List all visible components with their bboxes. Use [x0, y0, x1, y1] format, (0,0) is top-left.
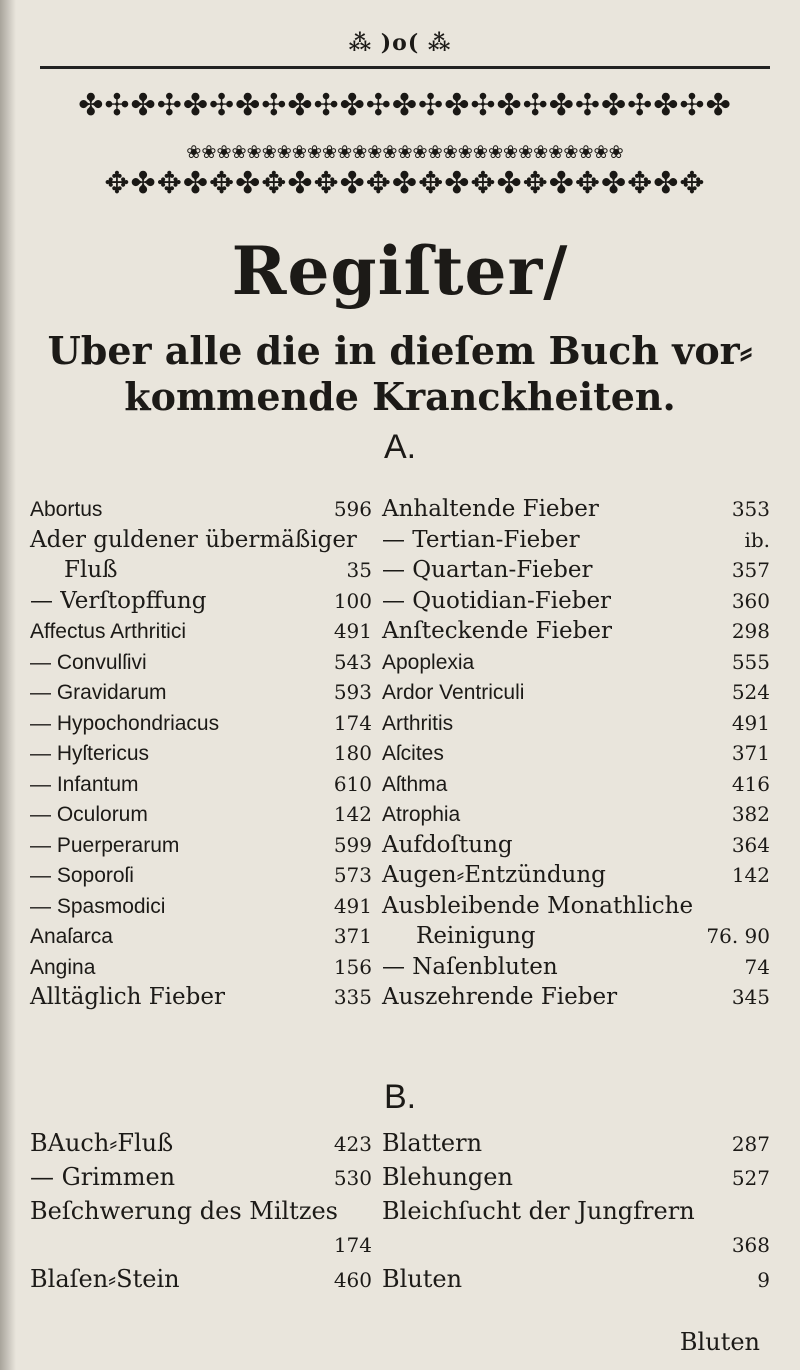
- catchword: Bluten: [679, 1328, 760, 1356]
- entry-page-number: 573: [333, 863, 372, 887]
- section-a-left-column: [30, 494, 372, 1013]
- index-entry: [30, 799, 372, 830]
- entry-page-number: 527: [731, 1166, 770, 1190]
- entry-page-number: 100: [333, 588, 372, 613]
- entry-term: Beſchwerung des Miltzes: [30, 1197, 338, 1225]
- entry-term: Blehungen: [382, 1163, 513, 1191]
- entry-term: Anaſarca: [30, 925, 113, 948]
- entry-term: Anſteckende Fieber: [382, 618, 612, 644]
- index-entry: [30, 525, 372, 556]
- index-entry: [382, 494, 770, 525]
- entry-page-number: 530: [333, 1166, 372, 1190]
- entry-term: — Hypochondriacus: [30, 711, 220, 735]
- entry-page-number: 599: [333, 832, 372, 857]
- running-head: ⁂ )o( ⁂: [348, 30, 452, 56]
- section-letter-a: A.: [383, 428, 417, 466]
- entry-term: — Tertian-Fieber: [382, 526, 580, 553]
- entry-term: — Spasmodici: [30, 894, 166, 918]
- index-entry: [30, 1228, 372, 1262]
- index-entry: [382, 586, 770, 617]
- index-entry: [30, 830, 372, 861]
- index-entry: [30, 860, 372, 891]
- ornament-row-middle: ❀❀❀❀❀❀❀❀❀❀❀❀❀❀❀❀❀❀❀❀❀❀❀❀❀❀❀❀❀: [186, 142, 624, 163]
- entry-term: Augen⸗Entzündung: [382, 862, 606, 888]
- index-entry: [30, 647, 372, 678]
- entry-term: Aſthma: [382, 772, 448, 796]
- entry-page-number: 9: [757, 1268, 770, 1292]
- index-entry: [382, 647, 770, 678]
- entry-term: Aſcites: [382, 742, 444, 765]
- index-entry: [30, 982, 372, 1013]
- entry-page-number: 142: [333, 802, 372, 826]
- section-letter-b: B.: [383, 1078, 417, 1116]
- entry-page-number: 74: [744, 954, 770, 979]
- entry-term: Arthritis: [382, 711, 454, 735]
- index-entry: [382, 1194, 770, 1228]
- index-entry: [30, 677, 372, 708]
- index-entry: [382, 921, 770, 952]
- entry-page-number: 180: [333, 741, 372, 765]
- entry-page-number: 174: [333, 710, 372, 735]
- entry-term: Auszehrende Fieber: [382, 984, 618, 1010]
- index-entry: [382, 1160, 770, 1194]
- index-entry: [382, 860, 770, 891]
- ornament-row-bottom: ✥✤✥✤✥✤✥✤✥✤✥✤✥✤✥✤✥✤✥✤✥✤✥: [104, 166, 706, 201]
- entry-page-number: 335: [333, 985, 372, 1009]
- entry-page-number: ib.: [744, 527, 770, 552]
- index-entry: [30, 1160, 372, 1194]
- entry-page-number: 460: [333, 1268, 372, 1292]
- index-entry: [382, 1228, 770, 1262]
- index-entry: [382, 708, 770, 739]
- entry-page-number: 174: [333, 1233, 372, 1257]
- entry-page-number: 423: [333, 1132, 372, 1156]
- entry-term: — Hyſtericus: [30, 742, 150, 765]
- index-entry: [30, 555, 372, 586]
- entry-term: — Infantum: [30, 772, 139, 796]
- entry-page-number: 382: [731, 802, 770, 826]
- entry-term: — Convulſivi: [30, 650, 147, 674]
- index-entry: [30, 494, 372, 525]
- entry-page-number: 596: [333, 497, 372, 521]
- entry-page-number: 371: [333, 924, 372, 948]
- index-entry: [382, 1262, 770, 1296]
- entry-page-number: 357: [731, 558, 770, 582]
- entry-page-number: 364: [731, 832, 770, 857]
- entry-page-number: 610: [333, 771, 372, 796]
- entry-term: — Soporoſi: [30, 864, 134, 887]
- section-a-right-column: [382, 494, 770, 1013]
- index-entry: [30, 1262, 372, 1296]
- subtitle-line-2: kommende Kranckheiten.: [124, 374, 676, 419]
- entry-page-number: 593: [333, 680, 372, 704]
- index-entry: [382, 616, 770, 647]
- entry-term: — Quartan-Fieber: [382, 557, 593, 583]
- entry-page-number: 353: [731, 497, 770, 521]
- header-rule: [40, 66, 770, 69]
- entry-term: — Quotidian-Fieber: [382, 587, 612, 614]
- entry-term: Abortus: [30, 498, 103, 521]
- entry-page-number: 491: [731, 710, 770, 735]
- entry-term: — Grimmen: [30, 1163, 176, 1191]
- ornament-row-top: ✤✣✤✣✤✣✤✣✤✣✤✣✤✣✤✣✤✣✤✣✤✣✤✣✤: [78, 88, 732, 123]
- entry-term: Fluß: [64, 557, 118, 583]
- index-entry: [382, 1126, 770, 1160]
- entry-term: — Naſenbluten: [382, 953, 558, 980]
- entry-page-number: 298: [731, 619, 770, 643]
- entry-page-number: 287: [731, 1132, 770, 1156]
- section-b-right-column: [382, 1126, 770, 1296]
- entry-page-number: 156: [333, 954, 372, 979]
- index-entry: [382, 677, 770, 708]
- index-entry: [382, 982, 770, 1013]
- index-entry: [30, 616, 372, 647]
- entry-term: Reinigung: [416, 923, 536, 949]
- entry-term: Bluten: [382, 1265, 463, 1293]
- entry-term: Anhaltende Fieber: [382, 496, 599, 522]
- entry-term: Affectus Arthritici: [30, 620, 187, 643]
- entry-term: Ardor Ventriculi: [382, 681, 525, 704]
- index-entry: [30, 921, 372, 952]
- index-entry: [382, 830, 770, 861]
- entry-term: Apoplexia: [382, 650, 475, 674]
- section-b-left-column: [30, 1126, 372, 1296]
- entry-page-number: 142: [731, 863, 770, 887]
- page-title: Regiſter/: [231, 232, 569, 310]
- index-entry: [30, 738, 372, 769]
- entry-page-number: 35: [346, 558, 372, 582]
- entry-page-number: 543: [333, 649, 372, 674]
- entry-term: Atrophia: [382, 803, 461, 826]
- entry-page-number: 368: [731, 1233, 770, 1257]
- index-entry: [382, 891, 770, 922]
- index-entry: [30, 1126, 372, 1160]
- index-entry: [382, 525, 770, 556]
- entry-page-number: 416: [731, 771, 770, 796]
- entry-page-number: 491: [333, 619, 372, 643]
- entry-page-number: 524: [731, 680, 770, 704]
- entry-term: Angina: [30, 955, 96, 979]
- entry-term: Aufdoſtung: [382, 831, 513, 858]
- index-entry: [382, 769, 770, 800]
- entry-term: — Gravidarum: [30, 681, 167, 704]
- entry-term: Blaſen⸗Stein: [30, 1265, 180, 1293]
- index-entry: [30, 891, 372, 922]
- entry-page-number: 360: [731, 588, 770, 613]
- entry-page-number: 555: [731, 649, 770, 674]
- index-entry: [382, 738, 770, 769]
- index-entry: [30, 1194, 372, 1228]
- entry-term: — Verſtopffung: [30, 587, 207, 614]
- entry-term: Blattern: [382, 1129, 483, 1157]
- entry-term: Alltäglich Fieber: [30, 984, 225, 1010]
- index-entry: [382, 555, 770, 586]
- entry-page-number: 491: [333, 893, 372, 918]
- entry-term: Ader guldener übermäßiger: [30, 526, 357, 553]
- index-entry: [382, 952, 770, 983]
- entry-term: Ausbleibende Monathliche: [382, 892, 694, 919]
- entry-term: — Puerperarum: [30, 833, 180, 857]
- index-entry: [30, 769, 372, 800]
- entry-page-number: 76. 90: [706, 924, 770, 948]
- index-entry: [382, 799, 770, 830]
- entry-page-number: 371: [731, 741, 770, 765]
- index-entry: [30, 708, 372, 739]
- index-entry: [30, 586, 372, 617]
- entry-term: BAuch⸗Fluß: [30, 1129, 174, 1157]
- entry-page-number: 345: [731, 985, 770, 1009]
- index-entry: [30, 952, 372, 983]
- subtitle-line-1: Uber alle die in dieſem Buch vor⸗: [47, 328, 753, 373]
- entry-term: Bleichſucht der Jungfrern: [382, 1197, 695, 1225]
- entry-term: — Oculorum: [30, 803, 148, 826]
